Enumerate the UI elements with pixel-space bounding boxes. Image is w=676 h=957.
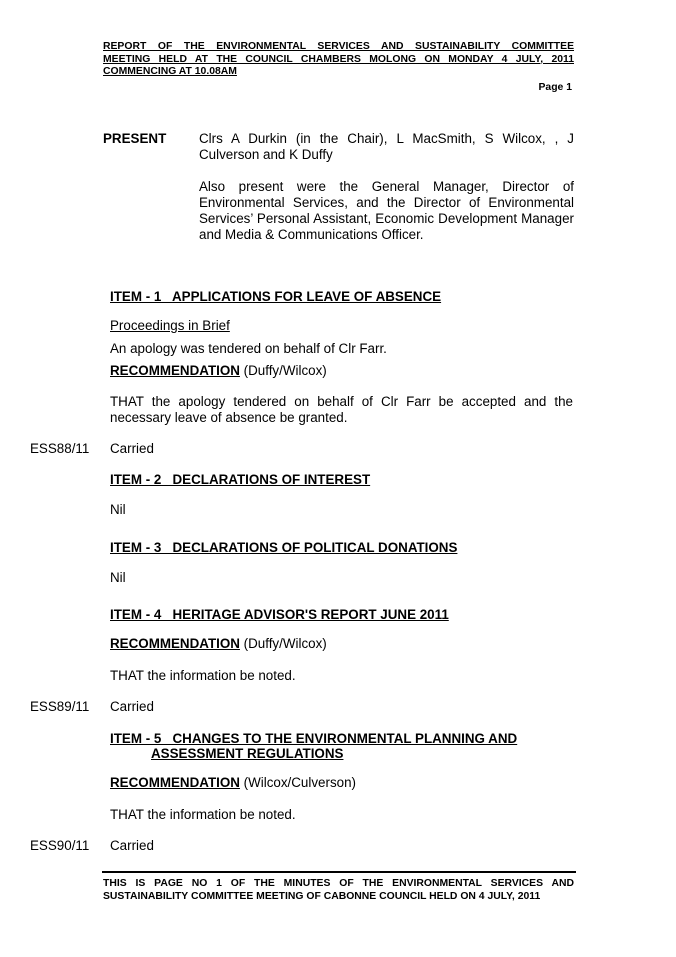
item-2-body: Nil: [110, 502, 126, 517]
footer-divider: [102, 871, 576, 873]
item-5-recommendation: [110, 775, 356, 791]
present-label: PRESENT: [103, 131, 167, 146]
recommendation-movers: (Wilcox/Culverson): [239, 775, 357, 790]
item-5-title-line-2: ASSESSMENT REGULATIONS: [151, 746, 344, 761]
item-1-apology: An apology was tendered on behalf of Clr Farr.: [110, 341, 387, 356]
header-line-3: COMMENCING AT 10.08AM: [103, 66, 237, 77]
item-5-resolution-number: ESS90/11: [30, 838, 90, 853]
present-members: Clrs A Durkin (in the Chair), L MacSmith, S Wilcox, , J Culverson and K Duffy: [199, 131, 574, 162]
item-5-resolution: THAT the information be noted.: [110, 807, 296, 822]
item-3-title: ITEM - 3 DECLARATIONS OF POLITICAL DONATIONS: [110, 540, 458, 555]
item-1-resolution: THAT the apology tendered on behalf of Clr Farr be accepted and the necessary leave of absence be granted.: [110, 394, 573, 425]
item-1-resolution-number: ESS88/11: [30, 441, 90, 456]
recommendation-label: RECOMMENDATION: [110, 363, 240, 378]
item-1-outcome: Carried: [110, 441, 154, 456]
recommendation-movers: (Duffy/Wilcox): [239, 636, 327, 651]
item-1-proceedings-heading: Proceedings in Brief: [110, 318, 230, 333]
recommendation-movers: (Duffy/Wilcox): [239, 363, 327, 378]
recommendation-label: RECOMMENDATION: [110, 636, 240, 651]
item-4-resolution-number: ESS89/11: [30, 699, 90, 714]
item-4-outcome: Carried: [110, 699, 154, 714]
report-header: [103, 41, 574, 79]
item-5-outcome: Carried: [110, 838, 154, 853]
item-5-title-line-1: ITEM - 5 CHANGES TO THE ENVIRONMENTAL PLANNING AND: [110, 731, 518, 746]
item-1-title: ITEM - 1 APPLICATIONS FOR LEAVE OF ABSENCE: [110, 289, 442, 304]
header-line-2: MEETING HELD AT THE COUNCIL CHAMBERS MOLONG ON MONDAY 4 JULY, 2011: [103, 53, 574, 65]
item-4-title: ITEM - 4 HERITAGE ADVISOR'S REPORT JUNE 2011: [110, 607, 449, 622]
page-footer: THIS IS PAGE NO 1 OF THE MINUTES OF THE ENVIRONMENTAL SERVICES AND SUSTAINABILITY COMMITTEE MEETING OF CABONNE COUNCIL HELD ON 4 JULY, 2011: [103, 878, 574, 902]
header-line-1: REPORT OF THE ENVIRONMENTAL SERVICES AND SUSTAINABILITY COMMITTEE: [103, 41, 574, 52]
item-3-body: Nil: [110, 570, 126, 585]
item-2-title: ITEM - 2 DECLARATIONS OF INTEREST: [110, 472, 371, 487]
also-present: Also present were the General Manager, Director of Environmental Services, and the Director of Environmental Services’ Personal Assistant, Economic Development Manager and Media & Communications Officer.: [199, 179, 574, 242]
recommendation-label: RECOMMENDATION: [110, 775, 240, 790]
item-4-resolution: THAT the information be noted.: [110, 668, 296, 683]
item-1-recommendation: [110, 363, 327, 379]
item-4-recommendation: [110, 636, 327, 652]
page-number: Page 1: [538, 82, 572, 93]
